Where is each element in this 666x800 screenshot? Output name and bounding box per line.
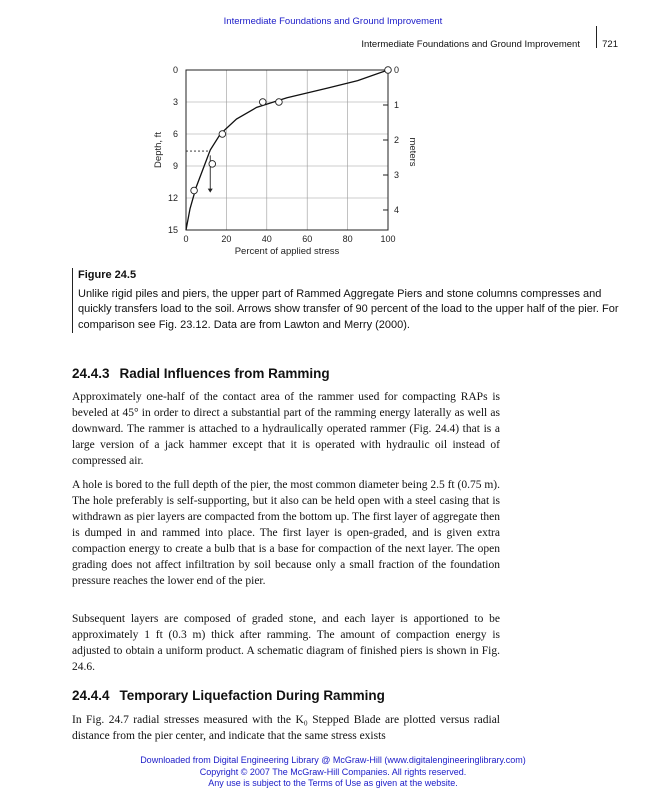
y-tick-label: 0 [172,65,178,75]
top-banner: Intermediate Foundations and Ground Improvement [223,16,443,27]
section-title: Temporary Liquefaction During Ramming [119,688,385,703]
right-tick-label: 4 [394,204,400,215]
caption-text: Unlike rigid piles and piers, the upper part of Rammed Aggregate Piers and stone columns compresses and quickly transfers load to the soil. Arrows show transfer of 90 percent of the load to the upper half of the pier. For comparison see Fig. 23.12. Data are from Lawton and Merry (2000). [78,287,619,331]
right-tick-label: 0 [394,65,400,75]
plot-frame [186,70,388,230]
y-tick-label: 15 [167,225,178,235]
figure-caption [72,268,638,333]
right-tick-label: 1 [394,99,400,110]
caption-label: Figure 24.5 [78,269,137,281]
section-heading-24-4-4 [72,688,385,703]
data-point [276,99,283,106]
arrow-head [208,189,213,193]
section-heading-24-4-3 [72,366,330,381]
stress-curve [186,70,388,230]
data-point [259,99,266,106]
x-tick-label: 0 [183,234,189,244]
data-point [385,67,392,74]
y-tick-label: 9 [172,161,178,171]
x-tick-label: 80 [342,234,353,244]
data-point [191,187,198,194]
x-tick-label: 20 [221,234,232,244]
y-axis-label-right: meters [407,137,418,167]
paragraph: In Fig. 24.7 radial stresses measured with the K₀ Stepped Blade are plotted versus radial distance from the pier center, and indicate that the same stress exists [72,714,500,742]
paragraph: Approximately one-half of the contact area of the rammer used for compacting RAPs is beveled at 45° in order to direct a substantial part of the ramming energy laterally as well as downward. The rammer is attached to a hydraulically operated rammer (Fig. 24.4) that is a large version of a jack hammer except that it is operated with hydraulic oil instead of compressed air. [72,391,500,467]
paragraph: Subsequent layers are composed of graded stone, and each layer is apportioned to be approximately 1 ft (0.3 m) thick after ramming. The amount of compaction energy is adjusted to obtain a uniform product. A schematic diagram of finished piers is shown in Fig. 24.6. [72,613,500,673]
x-axis-label: Percent of applied stress [234,246,340,257]
data-point [209,161,216,168]
right-tick-label: 2 [394,134,400,145]
figure-24-5 [148,60,428,260]
x-tick-label: 60 [302,234,313,244]
running-head: Intermediate Foundations and Ground Improvement [361,39,580,50]
footer [0,755,666,790]
page-number: 721 [602,39,618,50]
right-tick-label: 3 [394,169,400,180]
y-tick-label: 6 [172,129,178,139]
footer-terms-line[interactable]: Any use is subject to the Terms of Use as given at the website. [208,778,458,788]
section-number: 24.4.4 [72,688,110,703]
section-title: Radial Influences from Ramming [119,366,330,381]
y-tick-label: 12 [167,193,178,203]
x-tick-label: 100 [380,234,396,244]
section-number: 24.4.3 [72,366,110,381]
paragraph: A hole is bored to the full depth of the pier, the most common diameter being 2.5 ft (0.75 m). The hole preferably is self-supporting, but it also can be held open with a steel casing that is withdrawn as pier layers are compacted from the bottom up. The first layer of aggregate then is dumped in and rammed into place. The first layer is open-graded, and is given extra compaction energy to create a bulb that is a base for compaction of the next layer. The open grading does not affect infiltration by soil because only a small fraction of the foundation pressure reaches the lower end of the pier. [72,479,500,587]
y-axis-label: Depth, ft [153,132,164,168]
footer-download-line[interactable]: Downloaded from Digital Engineering Library @ McGraw-Hill (www.digitalengineeringlibrary.com) [140,755,526,765]
data-point [219,131,226,138]
x-tick-label: 40 [261,234,272,244]
y-tick-label: 3 [172,97,178,107]
header-rule [596,26,597,48]
depth-stress-chart [148,60,428,260]
footer-copyright-line: Copyright © 2007 The McGraw-Hill Companies. All rights reserved. [199,766,467,777]
